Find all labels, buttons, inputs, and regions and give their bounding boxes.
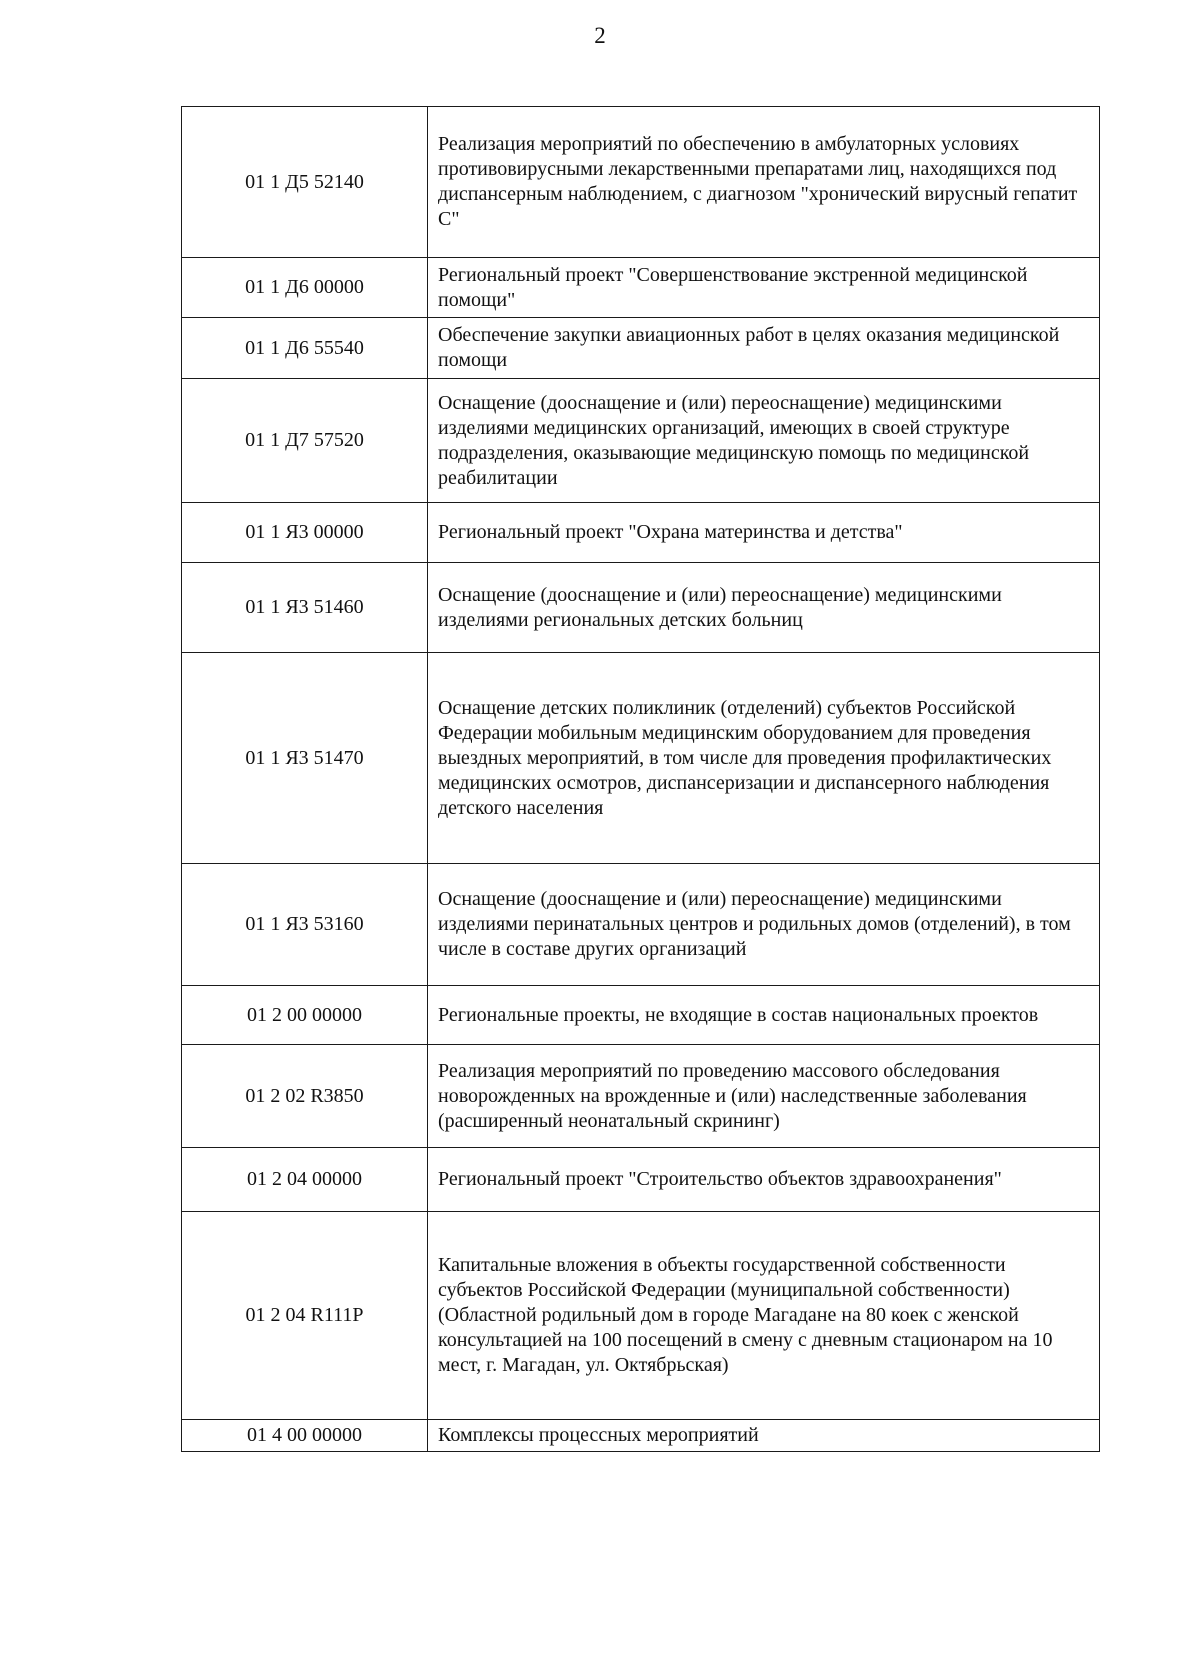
row-code: 01 2 02 R3850 <box>182 1045 428 1148</box>
row-description <box>428 1420 1100 1452</box>
row-description <box>428 318 1100 379</box>
table-row <box>182 864 1100 986</box>
row-description <box>428 1148 1100 1212</box>
table-row <box>182 258 1100 318</box>
row-code: 01 1 Д6 55540 <box>182 318 428 379</box>
table-row <box>182 986 1100 1045</box>
table-row <box>182 563 1100 653</box>
table-row <box>182 1045 1100 1148</box>
row-description-text: Оснащение (дооснащение и (или) переоснащение) медицинскими изделиями перинатальных центров и родильных домов (отделений), в том числе в составе других организаций <box>438 888 1071 960</box>
table-row <box>182 653 1100 864</box>
row-code: 01 4 00 00000 <box>182 1420 428 1452</box>
row-description <box>428 107 1100 258</box>
table-row <box>182 1148 1100 1212</box>
row-description-text: Региональный проект "Совершенствование экстренной медицинской помощи" <box>438 263 1028 311</box>
row-description-text: Реализация мероприятий по обеспечению в амбулаторных условиях противовирусными лекарственными препаратами лиц, находящихся под диспансерным наблюдением, с диагнозом "хронический вирусный гепатит С" <box>438 133 1078 230</box>
row-description-text: Комплексы процессных мероприятий <box>438 1424 759 1446</box>
table-row <box>182 1212 1100 1420</box>
row-description <box>428 258 1100 318</box>
row-code: 01 2 00 00000 <box>182 986 428 1045</box>
row-description-text: Оснащение (дооснащение и (или) переоснащение) медицинскими изделиями региональных детских больниц <box>438 583 1002 631</box>
budget-classification-table <box>181 106 1100 1452</box>
row-code: 01 1 Д6 00000 <box>182 258 428 318</box>
row-description <box>428 864 1100 986</box>
table-row <box>182 503 1100 563</box>
row-description-text: Оснащение (дооснащение и (или) переоснащение) медицинскими изделиями медицинских организаций, имеющих в своей структуре подразделения, оказывающие медицинскую помощь по медицинской реабилитации <box>438 391 1030 489</box>
row-code: 01 1 Я3 51470 <box>182 653 428 864</box>
row-description-text: Региональный проект "Строительство объектов здравоохранения" <box>438 1168 1002 1190</box>
row-code: 01 2 04 00000 <box>182 1148 428 1212</box>
row-code: 01 1 Д5 52140 <box>182 107 428 258</box>
row-code: 01 1 Я3 53160 <box>182 864 428 986</box>
row-description <box>428 653 1100 864</box>
row-description <box>428 503 1100 563</box>
row-description-text: Региональный проект "Охрана материнства и детства" <box>438 521 903 543</box>
table-row <box>182 318 1100 379</box>
row-code: 01 2 04 R111P <box>182 1212 428 1420</box>
row-description-text: Обеспечение закупки авиационных работ в целях оказания медицинской помощи <box>438 324 1060 371</box>
page-number: 2 <box>594 23 606 48</box>
row-description <box>428 1045 1100 1148</box>
row-description-text: Региональные проекты, не входящие в состав национальных проектов <box>438 1003 1039 1026</box>
row-description <box>428 1212 1100 1420</box>
table-row <box>182 379 1100 503</box>
row-description-text: Капитальные вложения в объекты государственной собственности субъектов Российской Федерации (муниципальной собственности) (Областной родильный дом в городе Магадане на 80 коек с женской консультацией на 100 посещений в смену с дневным стационаром на 10 мест, г. Магадан, ул. Октябрьская) <box>438 1254 1053 1376</box>
table-row <box>182 107 1100 258</box>
row-description <box>428 379 1100 503</box>
row-description-text: Реализация мероприятий по проведению массового обследования новорожденных на врожденные и (или) наследственные заболевания (расширенный неонатальный скрининг) <box>438 1059 1027 1132</box>
row-code: 01 1 Д7 57520 <box>182 379 428 503</box>
row-code: 01 1 Я3 00000 <box>182 503 428 563</box>
row-code: 01 1 Я3 51460 <box>182 563 428 653</box>
row-description <box>428 986 1100 1045</box>
row-description <box>428 563 1100 653</box>
row-description-text: Оснащение детских поликлиник (отделений) субъектов Российской Федерации мобильным медицинским оборудованием для проведения выездных мероприятий, в том числе для проведения профилактических медицинских осмотров, диспансеризации и диспансерного наблюдения детского населения <box>438 696 1052 819</box>
table-row <box>182 1420 1100 1452</box>
